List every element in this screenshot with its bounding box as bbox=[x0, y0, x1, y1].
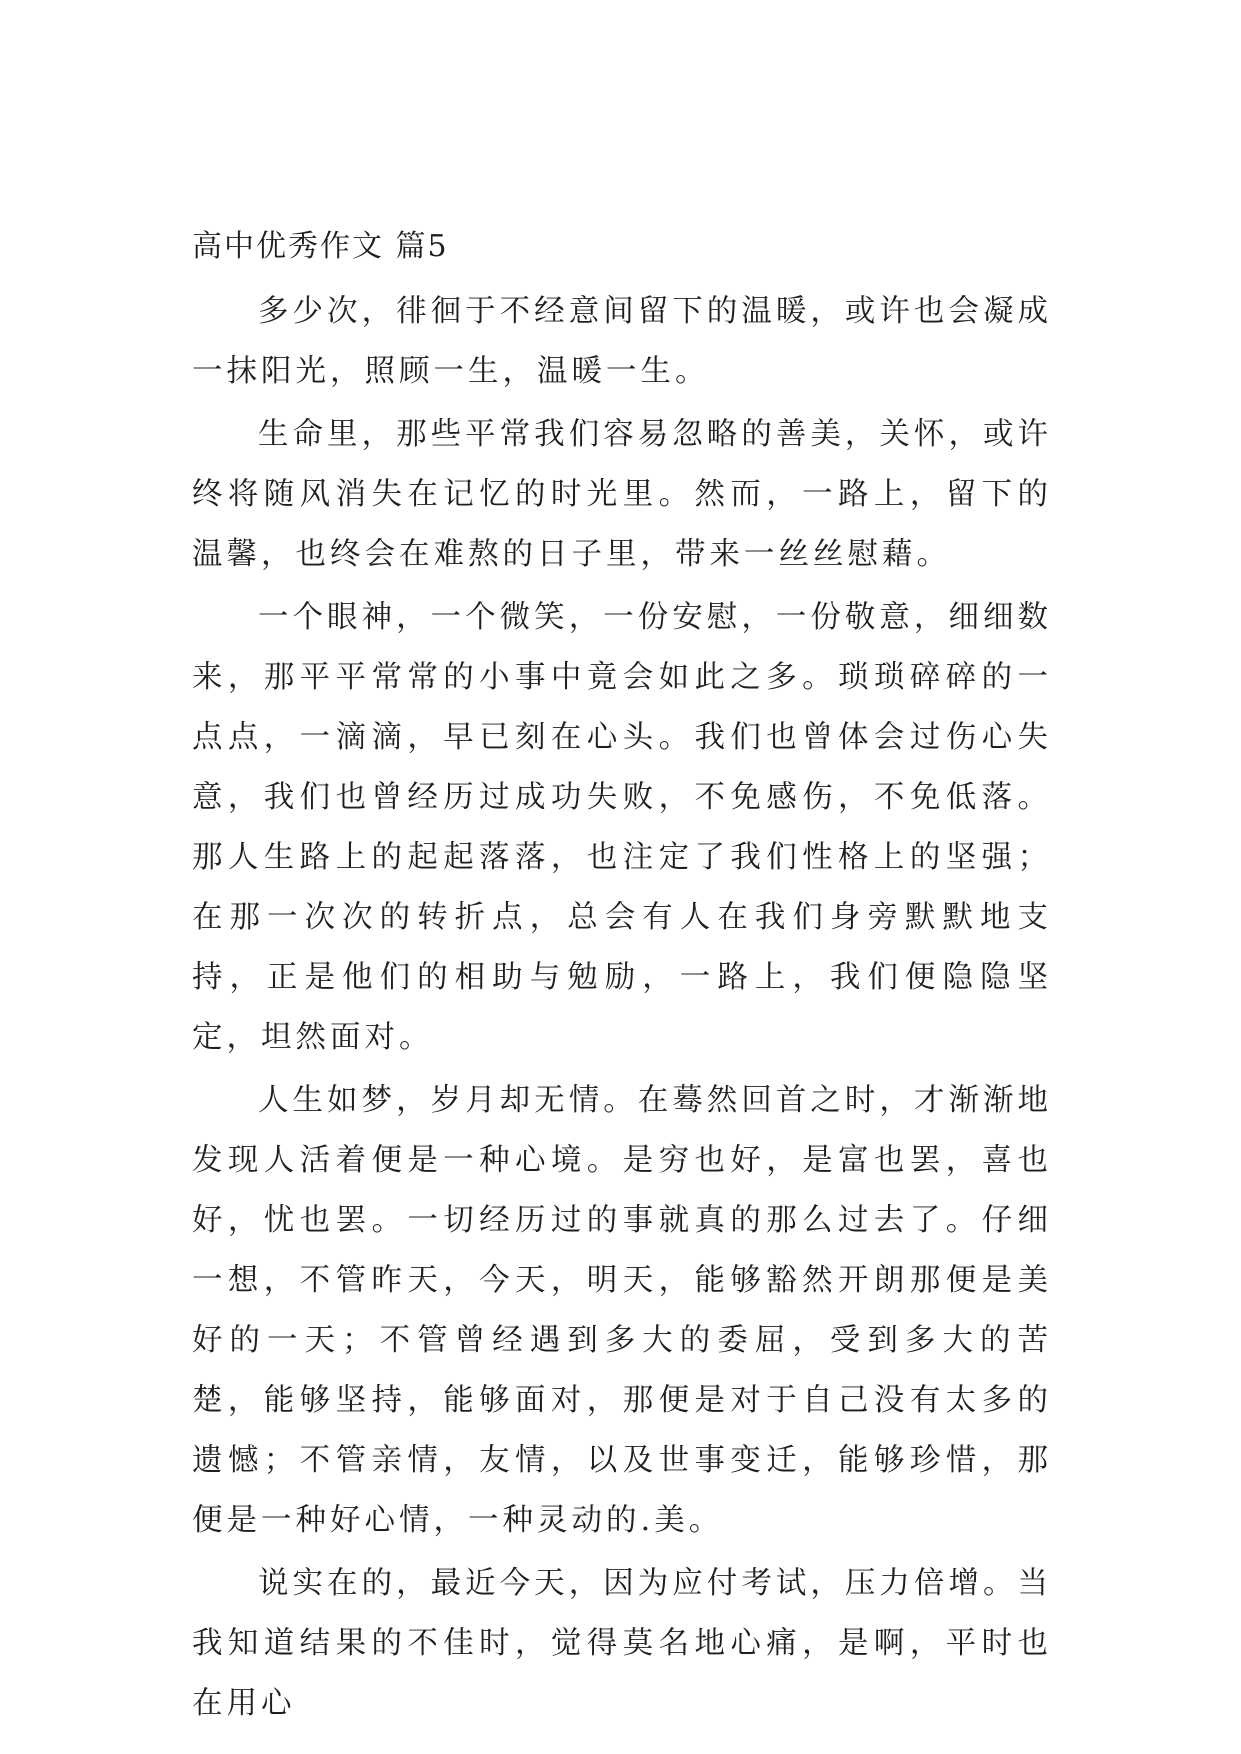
paragraph-5: 说实在的，最近今天，因为应付考试，压力倍增。当我知道结果的不佳时，觉得莫名地心痛，是啊，平时也在用心 bbox=[192, 1566, 1052, 1721]
document-title: 高中优秀作文 篇5 bbox=[192, 229, 449, 264]
paragraph-4: 人生如梦，岁月却无情。在蓦然回首之时，才渐渐地发现人活着便是一种心境。是穷也好，是富也罢，喜也好，忧也罢。一切经历过的事就真的那么过去了。仔细一想，不管昨天，今天，明天，能够豁然开朗那便是美好的一天；不管曾经遇到多大的委屈，受到多大的苦楚，能够坚持，能够面对，那便是对于自己没有太多的遗憾；不管亲情，友情，以及世事变迁，能够珍惜，那便是一种好心情，一种灵动的.美。 bbox=[192, 1083, 1052, 1538]
paragraph-3: 一个眼神，一个微笑，一份安慰，一份敬意，细细数来，那平平常常的小事中竟会如此之多。琐琐碎碎的一点点，一滴滴，早已刻在心头。我们也曾体会过伤心失意，我们也曾经历过成功失败，不免感伤，不免低落。那人生路上的起起落落，也注定了我们性格上的坚强；在那一次次的转折点，总会有人在我们身旁默默地支持，正是他们的相助与勉励，一路上，我们便隐隐坚定，坦然面对。 bbox=[192, 600, 1052, 1055]
paragraph-1: 多少次，徘徊于不经意间留下的温暖，或许也会凝成一抹阳光，照顾一生，温暖一生。 bbox=[192, 294, 1052, 389]
document-page bbox=[192, 220, 1052, 1737]
paragraph-2: 生命里，那些平常我们容易忽略的善美，关怀，或许终将随风消失在记忆的时光里。然而，一路上，留下的温馨，也终会在难熬的日子里，带来一丝丝慰藉。 bbox=[192, 417, 1052, 572]
